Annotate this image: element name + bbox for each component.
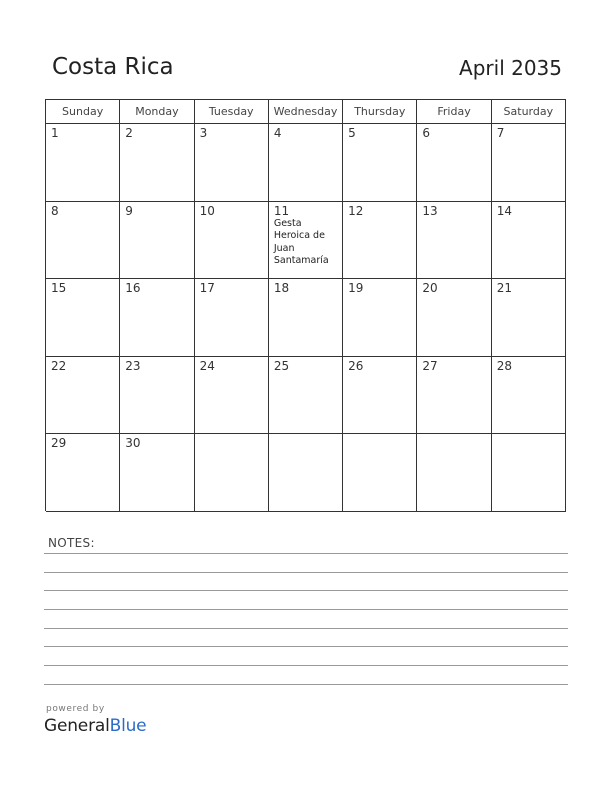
day-cell [492, 279, 566, 357]
day-number: 28 [496, 358, 512, 373]
week-row [46, 202, 566, 280]
day-cell [417, 434, 491, 512]
month-year-title: April 2035 [459, 56, 562, 80]
day-number: 26 [348, 358, 364, 373]
day-cell [417, 124, 491, 202]
day-number: 3 [199, 126, 208, 140]
weekday-header: Friday [417, 100, 491, 124]
notes-label: NOTES: [48, 536, 95, 550]
weekday-header: Saturday [492, 100, 566, 124]
day-cell [343, 124, 417, 202]
day-number: 19 [348, 281, 364, 296]
weekday-header: Monday [120, 100, 194, 124]
day-number: 5 [348, 126, 356, 140]
day-number: 27 [422, 358, 438, 373]
day-number: 13 [422, 203, 438, 218]
note-line [44, 590, 568, 591]
day-cell [195, 279, 269, 357]
day-number: 20 [422, 281, 438, 296]
day-cell [46, 357, 120, 435]
day-cell [46, 434, 120, 512]
holiday-label: Gesta Heroica de Juan Santamaría [273, 217, 329, 267]
day-cell [269, 279, 343, 357]
week-row [46, 434, 566, 512]
day-cell [195, 434, 269, 512]
day-number: 7 [496, 126, 505, 140]
note-line [44, 684, 568, 685]
day-cell [120, 202, 194, 280]
day-cell [120, 357, 194, 435]
day-cell [120, 434, 194, 512]
day-number: 15 [51, 281, 67, 296]
day-number: 14 [496, 203, 512, 218]
day-number: 25 [273, 358, 290, 373]
day-number: 12 [348, 203, 364, 218]
day-number: 11 [273, 203, 290, 218]
day-cell [269, 124, 343, 202]
day-cell [120, 124, 194, 202]
day-number: 10 [199, 203, 215, 218]
day-number: 22 [51, 358, 67, 373]
note-line [44, 553, 568, 554]
day-cell [492, 434, 566, 512]
weekday-header: Sunday [46, 100, 120, 124]
week-row [46, 357, 566, 435]
day-cell [492, 357, 566, 435]
day-number: 6 [422, 126, 431, 140]
generalblue-logo [44, 716, 146, 736]
day-cell [195, 202, 269, 280]
day-number: 23 [125, 358, 141, 373]
note-line [44, 646, 568, 647]
day-cell [417, 279, 491, 357]
note-line [44, 609, 568, 610]
week-row [46, 279, 566, 357]
day-number: 4 [273, 126, 282, 140]
day-cell [343, 357, 417, 435]
weekday-header-row [46, 100, 566, 124]
weekday-header: Wednesday [269, 100, 343, 124]
day-cell [195, 357, 269, 435]
weekday-header: Thursday [343, 100, 417, 124]
day-number: 9 [125, 203, 133, 218]
day-cell [269, 202, 343, 280]
day-number: 16 [125, 281, 141, 296]
day-cell [417, 202, 491, 280]
brand-blue: Blue [109, 716, 147, 736]
day-cell [46, 124, 120, 202]
day-cell [343, 279, 417, 357]
day-cell [492, 202, 566, 280]
brand-general: General [44, 716, 110, 736]
day-cell [46, 202, 120, 280]
powered-by-text: powered by [46, 704, 105, 714]
day-cell [417, 357, 491, 435]
day-number: 24 [199, 358, 215, 373]
day-cell [343, 434, 417, 512]
day-number: 17 [199, 281, 215, 296]
day-cell [195, 124, 269, 202]
day-number: 18 [273, 281, 290, 296]
day-number: 8 [51, 203, 59, 218]
week-row [46, 124, 566, 202]
country-title: Costa Rica [52, 54, 174, 80]
day-number: 30 [125, 436, 141, 451]
day-cell [269, 434, 343, 512]
day-cell [269, 357, 343, 435]
weekday-header: Tuesday [195, 100, 269, 124]
day-number: 29 [51, 436, 67, 451]
note-line [44, 628, 568, 629]
day-cell [120, 279, 194, 357]
day-cell [343, 202, 417, 280]
calendar-grid [45, 99, 566, 511]
day-cell [492, 124, 566, 202]
day-number: 1 [51, 126, 59, 140]
note-line [44, 665, 568, 666]
note-line [44, 572, 568, 573]
day-number: 2 [125, 126, 133, 140]
day-number: 21 [496, 281, 512, 296]
day-cell [46, 279, 120, 357]
